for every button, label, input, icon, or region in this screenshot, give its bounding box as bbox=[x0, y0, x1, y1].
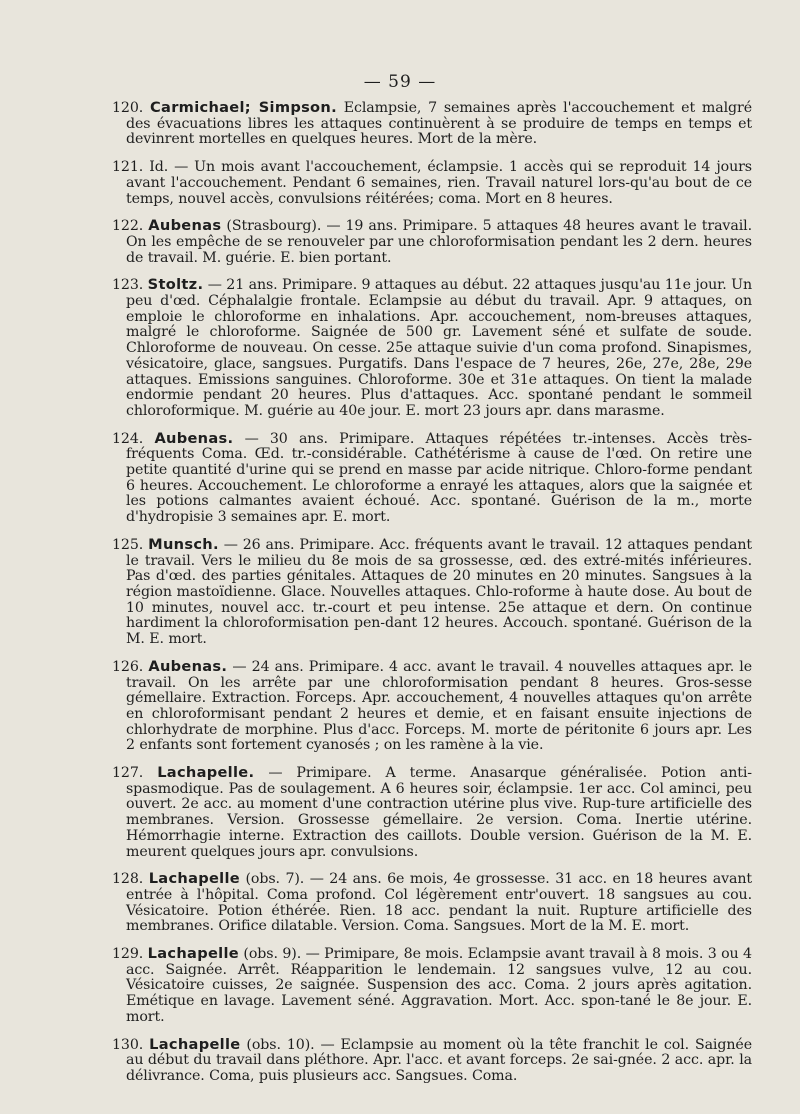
entry-number: 124. bbox=[112, 430, 144, 447]
entry-text: (Strasbourg). — 19 ans. Primipare. 5 attaques 48 heures avant le travail. On les empêche de se renouveler par une chloroformisation pendant les 2 dern. heures de travail. M. guérie. E. bien portant. bbox=[126, 218, 752, 266]
entry-author: Lachapelle. bbox=[157, 764, 255, 782]
entry-text: (obs. 10). — Eclampsie au moment où la tête franchit le col. Saignée au début du travail dans pléthore. Apr. l'acc. et avant forceps. 2e sai-gnée. 2 acc. apr. la délivrance. Coma, puis plusieurs acc. Sangsues. Coma. bbox=[126, 1036, 752, 1084]
entry-text: — 21 ans. Primipare. 9 attaques au début. 22 attaques jusqu'au 11e jour. Un peu d'œd. Céphalalgie frontale. Eclampsie au début du travail. Apr. 9 attaques, on emploie le chloroforme en inhalations. Apr. accouchement, nom-breuses attaques, malgré le chloroforme. Saignée de 500 gr. Lavement séné et sulfate de soude. Chloroforme de nouveau. On cesse. 25e attaque suivie d'un coma profond. Sinapismes, vésicatoire, glace, sangsues. Purgatifs. Dans l'espace de 7 heures, 26e, 27e, 28e, 29e attaques. Emissions sanguines. Chloroforme. 30e et 31e attaques. On tient la malade endormie pendant 20 heures. Plus d'attaques. Acc. spontané pendant le sommeil chloroformique. M. guérie au 40e jour. E. mort 23 jours apr. dans marasme. bbox=[126, 277, 752, 419]
entry-number: 129. bbox=[112, 946, 144, 963]
entry-author: Carmichael; Simpson. bbox=[150, 99, 337, 116]
entry-author: Lachapelle bbox=[147, 945, 239, 963]
entry-text: (obs. 9). — Primipare, 8e mois. Eclampsie avant travail à 8 mois. 3 ou 4 acc. Saignée. Arrêt. Réapparition le lendemain. 12 sangsues vulve, 12 au cou. Vésicatoire cuisses, 2e saignée. Suspension des acc. Coma. 2 jours après agitation. Emétique en lavage. Lavement séné. Aggravation. Mort. Acc. spon-tané le 8e jour. E. mort. bbox=[126, 946, 752, 1025]
entry-text: (obs. 7). — 24 ans. 6e mois, 4e grossesse. 31 acc. en 18 heures avant entrée à l'hôpital. Coma profond. Col légèrement entr'ouvert. 18 sangsues au cou. Vésicatoire. Potion éthérée. Rien. 18 acc. pendant la nuit. Rupture artificielle des membranes. Orifice dilatable. Version. Coma. Sangsues. Mort de la M. E. mort. bbox=[126, 871, 752, 935]
entry-text: — 30 ans. Primipare. Attaques répétées tr.-intenses. Accès très-fréquents Coma. Œd. tr.-considérable. Cathétérisme à cause de l'œd. On retire une petite quantité d'urine qui se prend en masse par acide nitrique. Chloro-forme pendant 6 heures. Accouchement. Le chloroforme a enrayé les attaques, alors que la saignée et les potions calmantes avaient échoué. Acc. spontané. Guérison de la m., morte d'hydropisie 3 semaines apr. E. mort. bbox=[126, 430, 752, 526]
observation-entry bbox=[112, 946, 752, 1026]
observation-list bbox=[112, 100, 752, 1096]
entry-number: 120. bbox=[112, 100, 144, 116]
observation-entry bbox=[112, 100, 752, 148]
entry-number: 130. bbox=[112, 1036, 144, 1053]
entry-number: 122. bbox=[112, 218, 144, 235]
observation-entry bbox=[112, 537, 752, 648]
observation-entry bbox=[112, 659, 752, 754]
entry-number: 127. bbox=[112, 765, 144, 782]
entry-text: Id. — Un mois avant l'accouchement, éclampsie. 1 accès qui se reproduit 14 jours avant l'accouchement. Pendant 6 semaines, rien. Travail naturel lors-qu'au bout de ce temps, nouvel accès, convulsions réitérées; coma. Mort en 8 heures. bbox=[126, 159, 752, 207]
entry-author: Stoltz. bbox=[147, 276, 204, 294]
entry-author: Munsch. bbox=[148, 535, 219, 553]
observation-entry bbox=[112, 871, 752, 935]
entry-number: 126. bbox=[112, 658, 144, 675]
entry-text: Eclampsie, 7 semaines après l'accouchement et malgré des évacuations libres les attaques continuèrent à se produire de temps en temps et devinrent mortelles en quelques heures. Mort de la mère. bbox=[126, 100, 752, 148]
observation-entry bbox=[112, 1037, 752, 1085]
entry-number: 128. bbox=[112, 871, 144, 888]
entry-author: Lachapelle bbox=[148, 870, 240, 888]
entry-text: — 26 ans. Primipare. Acc. fréquents avant le travail. 12 attaques pendant le travail. Vers le milieu du 8e mois de sa grossesse, œd. des extré-mités inférieures. Pas d'œd. des parties génitales. Attaques de 20 minutes en 20 minutes. Sangsues à la région mastoïdienne. Glace. Nouvelles attaques. Chlo-roforme à haute dose. Au bout de 10 minutes, nouvel acc. tr.-court et peu intense. 25e attaque et dern. On continue hardiment la chloroformisation pen-dant 12 heures. Accouch. spontané. Guérison de la M. E. mort. bbox=[126, 536, 752, 648]
observation-entry bbox=[112, 765, 752, 860]
entry-author: Aubenas. bbox=[148, 657, 228, 675]
observation-entry bbox=[112, 218, 752, 266]
observation-entry bbox=[112, 159, 752, 207]
entry-number: 125. bbox=[112, 536, 144, 553]
entry-number: 123. bbox=[112, 277, 144, 294]
entry-author: Aubenas bbox=[148, 217, 222, 235]
observation-entry bbox=[112, 277, 752, 419]
observation-entry bbox=[112, 431, 752, 526]
entry-author: Aubenas. bbox=[154, 429, 234, 447]
entry-text: — Primipare. A terme. Anasarque généralisée. Potion anti-spasmodique. Pas de soulagement. A 6 heures soir, éclampsie. 1er acc. Col aminci, peu ouvert. 2e acc. au moment d'une contraction utérine plus vive. Rup-ture artificielle des membranes. Version. Grossesse gémellaire. 2e version. Coma. Inertie utérine. Hémorrhagie interne. Extraction des caillots. Double version. Guérison de la M. E. meurent quelques jours apr. convulsions. bbox=[126, 765, 752, 860]
page-number: — 59 — bbox=[363, 72, 437, 92]
entry-text: — 24 ans. Primipare. 4 acc. avant le travail. 4 nouvelles attaques apr. le travail. On les arrête par une chloroformisation pendant 8 heures. Gros-sesse gémellaire. Extraction. Forceps. Apr. accouchement, 4 nouvelles attaques qu'on arrête en chloroformisant pendant 2 heures et demie, et en faisant ensuite injections de chlorhydrate de morphine. Plus d'acc. Forceps. M. morte de péritonite 6 jours apr. Les 2 enfants sont fortement cyanosés ; on les ramène à la vie. bbox=[126, 658, 752, 754]
entry-author: Lachapelle bbox=[149, 1035, 241, 1053]
entry-number: 121. bbox=[112, 159, 144, 176]
